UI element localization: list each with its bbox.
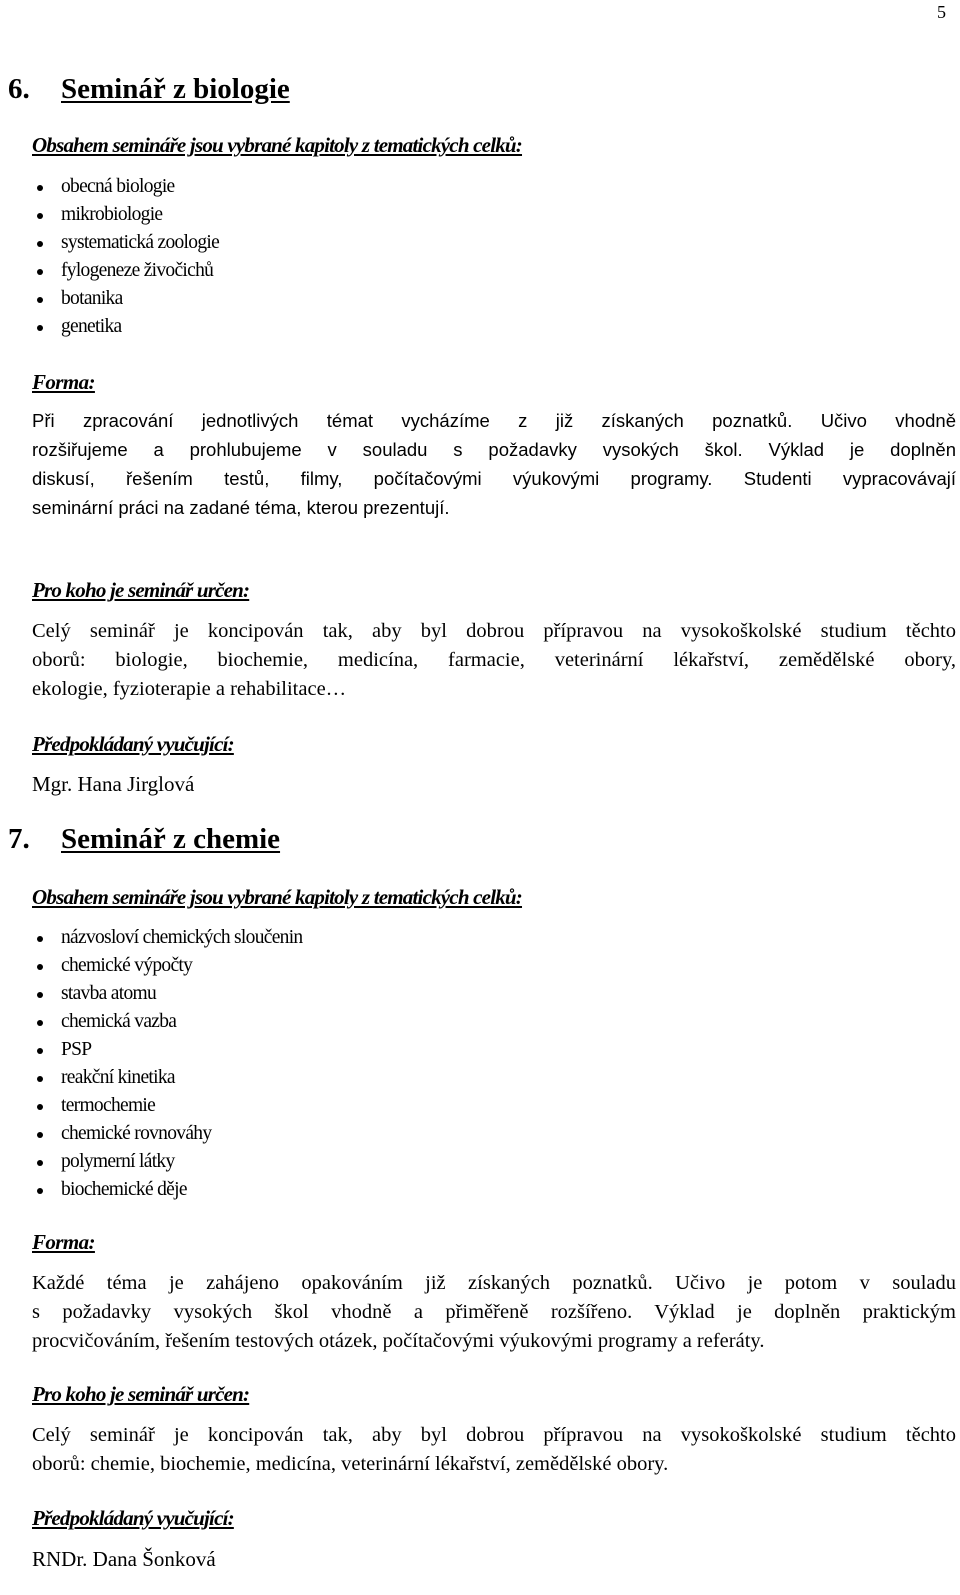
content-heading: Obsahem semináře jsou vybrané kapitoly z tematických celků: <box>32 133 523 157</box>
biology-teacher-block <box>8 731 956 757</box>
paragraph-line: Celý seminář je koncipován tak, aby byl dobrou přípravou na vysokoškolské studium těchto <box>32 1424 956 1446</box>
teacher-name: RNDr. Dana Šonková <box>32 1547 216 1571</box>
paragraph-line: Při zpracování jednotlivých témat vycházíme z již získaných poznatků. Učivo vhodně <box>32 410 956 431</box>
list-item: botanika <box>8 285 956 313</box>
teacher-name: Mgr. Hana Jirglová <box>32 772 195 796</box>
list-item: chemické výpočty <box>8 952 956 980</box>
list-item: mikrobiologie <box>8 201 956 229</box>
list-item: genetika <box>8 313 956 341</box>
paragraph-line: rozšiřujeme a prohlubujeme v souladu s požadavky vysokých škol. Výklad je doplněn <box>32 439 956 460</box>
biology-form-block <box>8 369 956 395</box>
form-heading: Forma: <box>32 370 95 394</box>
section-title <box>8 72 956 106</box>
target-paragraph <box>8 1421 956 1479</box>
target-paragraph <box>8 617 956 704</box>
topic-list <box>8 924 956 1204</box>
target-heading: Pro koho je seminář určen: <box>32 1382 250 1406</box>
list-item: chemická vazba <box>8 1008 956 1036</box>
paragraph-line: oborů: biologie, biochemie, medicína, farmacie, veterinární lékařství, zemědělské obory, <box>32 649 956 671</box>
form-paragraph <box>8 1269 956 1356</box>
biology-content-block <box>8 132 956 158</box>
section-title <box>8 822 956 856</box>
paragraph-line: Každé téma je zahájeno opakováním již získaných poznatků. Učivo je potom v souladu <box>32 1272 956 1294</box>
biology-teacher-wrap <box>8 770 956 798</box>
list-item: polymerní látky <box>8 1148 956 1176</box>
teacher-heading: Předpokládaný vyučující: <box>32 732 234 756</box>
list-item: fylogeneze živočichů <box>8 257 956 285</box>
paragraph-line: diskusí, řešením testů, filmy, počítačovými výukovými programy. Studenti vypracovávají <box>32 468 956 489</box>
list-item: PSP <box>8 1036 956 1064</box>
section-biology <box>8 72 956 106</box>
section-number: 7. <box>8 823 30 855</box>
biology-topic-list-wrap <box>8 173 956 341</box>
section-chemistry <box>8 822 956 856</box>
paragraph-line: procvičováním, řešením testových otázek, počítačovými výukovými programy a referáty. <box>32 1330 765 1352</box>
form-paragraph <box>8 406 956 522</box>
section-number: 6. <box>8 73 30 105</box>
paragraph-line: ekologie, fyzioterapie a rehabilitace… <box>32 678 347 700</box>
content-heading: Obsahem semináře jsou vybrané kapitoly z tematických celků: <box>32 885 523 909</box>
list-item: termochemie <box>8 1092 956 1120</box>
chemistry-form-text-wrap <box>8 1269 956 1356</box>
chemistry-topic-list-wrap <box>8 924 956 1204</box>
topic-list <box>8 173 956 341</box>
section-title-text: Seminář z biologie <box>61 73 290 105</box>
form-heading: Forma: <box>32 1230 95 1254</box>
chemistry-form-block <box>8 1229 956 1255</box>
paragraph-line: seminární práci na zadané téma, kterou prezentují. <box>32 497 450 518</box>
list-item: chemické rovnováhy <box>8 1120 956 1148</box>
target-heading: Pro koho je seminář určen: <box>32 578 250 602</box>
chemistry-target-text-wrap <box>8 1421 956 1479</box>
paragraph-line: s požadavky vysokých škol vhodně a přiměřeně rozšířeno. Výklad je doplněn praktickým <box>32 1301 956 1323</box>
biology-target-text-wrap <box>8 617 956 704</box>
paragraph-line: oborů: chemie, biochemie, medicína, veterinární lékařství, zemědělské obory. <box>32 1453 669 1475</box>
teacher-heading: Předpokládaný vyučující: <box>32 1506 234 1530</box>
chemistry-teacher-wrap <box>8 1545 956 1573</box>
biology-target-block <box>8 577 956 603</box>
list-item: reakční kinetika <box>8 1064 956 1092</box>
list-item: obecná biologie <box>8 173 956 201</box>
section-title-text: Seminář z chemie <box>61 823 281 855</box>
paragraph-line: Celý seminář je koncipován tak, aby byl dobrou přípravou na vysokoškolské studium těchto <box>32 620 956 642</box>
list-item: stavba atomu <box>8 980 956 1008</box>
page-number: 5 <box>937 2 946 22</box>
chemistry-teacher-block <box>8 1505 956 1531</box>
chemistry-content-block <box>8 884 956 910</box>
list-item: systematická zoologie <box>8 229 956 257</box>
list-item: názvosloví chemických sloučenin <box>8 924 956 952</box>
chemistry-target-block <box>8 1381 956 1407</box>
biology-form-text-wrap <box>8 406 956 522</box>
list-item: biochemické děje <box>8 1176 956 1204</box>
